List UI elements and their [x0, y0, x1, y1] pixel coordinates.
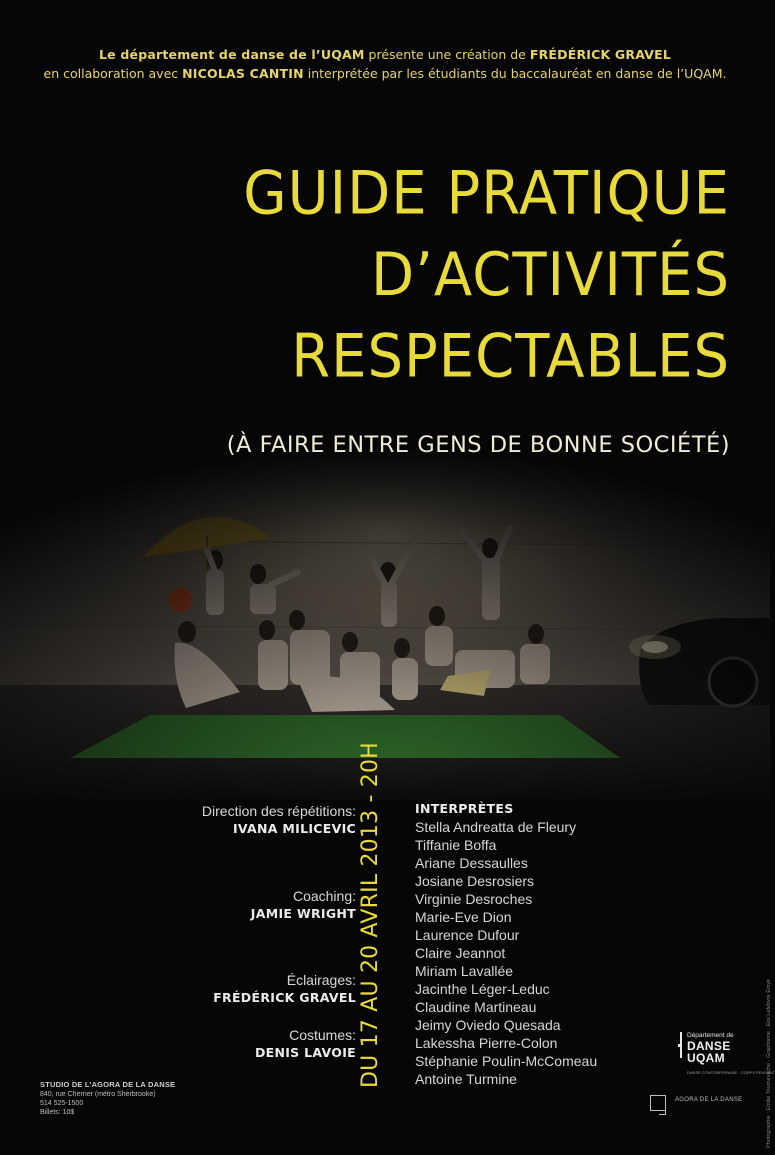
venue-address: 840, rue Cherrier (métro Sherbrooke) — [40, 1091, 156, 1098]
credit-role: Costumes: — [289, 1027, 356, 1043]
credit-name: DENIS LAVOIE — [254, 1045, 356, 1060]
presenter-choreographer: FRÉDÉRICK GRAVEL — [529, 47, 672, 62]
collaborator-name: NICOLAS CANTIN — [182, 66, 304, 81]
logo-uqam: UQAM — [687, 1051, 725, 1065]
credit-name: IVANA MILICEVIC — [232, 821, 356, 836]
cast-member: Tiffanie Boffa — [415, 837, 497, 853]
cast-member: Miriam Lavallée — [415, 963, 514, 979]
credit-lighting — [213, 971, 356, 1007]
presenter-line-1 — [0, 45, 770, 64]
credit-name: JAMIE WRIGHT — [250, 906, 356, 921]
cast-member: Claudine Martineau — [415, 999, 537, 1015]
cast-member: Jeimy Oviedo Quesada — [415, 1017, 561, 1033]
presenter-line-2 — [0, 64, 770, 83]
show-subtitle: (À FAIRE ENTRE GENS DE BONNE SOCIÉTÉ) — [226, 432, 730, 458]
cast-names — [415, 818, 597, 1088]
credit-costumes — [255, 1026, 356, 1062]
performance-dates: DU 17 AU 20 AVRIL 2013 - 20H — [358, 742, 383, 1088]
venue-info — [40, 1080, 175, 1117]
credit-role: Direction des répétitions: — [201, 803, 356, 819]
performance-photo — [0, 360, 770, 800]
logo-department: Département de — [687, 1032, 734, 1039]
credit-rehearsal-direction — [202, 802, 356, 838]
cast-member: Claire Jeannot — [415, 945, 506, 961]
cast-member: Antoine Turmine — [415, 1071, 517, 1087]
presenter-connector: présente une création de — [364, 47, 530, 62]
designer-credit: Photographie : Emilie Tournevache · Graphisme : Eloi Lefebvre Émyk — [766, 979, 772, 1148]
venue-tickets: Billets: 10$ — [40, 1109, 75, 1116]
venue-name: STUDIO DE L’AGORA DE LA DANSE — [40, 1080, 176, 1089]
title-line-2: D’ACTIVITÉS — [370, 241, 730, 310]
cast-member: Laurence Dufour — [415, 927, 520, 943]
cast-list — [415, 799, 597, 1088]
credit-name: FRÉDÉRICK GRAVEL — [213, 990, 356, 1005]
title-line-3: RESPECTABLES — [291, 322, 730, 392]
presenter-department: Le département de danse de l’UQAM — [98, 47, 365, 62]
cast-member: Stella Andreatta de Fleury — [415, 819, 577, 835]
agora-name: AGORA DE LA DANSE — [675, 1097, 743, 1103]
performers-text: interprétée par les étudiants du baccalauréat en danse de l’UQAM. — [303, 66, 727, 81]
presenter-header — [0, 45, 770, 83]
cast-member: Lakessha Pierre-Colon — [415, 1035, 558, 1051]
cast-member: Marie-Eve Dion — [415, 909, 512, 925]
cast-member: Jacinthe Léger-Leduc — [415, 981, 550, 997]
logo-tagline: DANSE CONTEMPORAINE · CORPS PENSANT — [687, 1070, 775, 1075]
credit-coaching — [251, 887, 356, 923]
cast-heading: INTERPRÈTES — [415, 801, 514, 816]
logo-dot — [678, 1044, 681, 1047]
venue-phone: 514 525-1500 — [40, 1100, 84, 1107]
collaboration-text: en collaboration avec — [43, 66, 183, 81]
credit-role: Éclairages: — [286, 972, 356, 988]
agora-tick-icon — [659, 1108, 666, 1115]
cast-member: Virginie Desroches — [415, 891, 533, 907]
show-title — [170, 153, 730, 398]
cast-member: Stéphanie Poulin-McComeau — [415, 1053, 598, 1069]
cast-member: Josiane Desrosiers — [415, 873, 535, 889]
title-line-1: GUIDE PRATIQUE — [243, 159, 730, 229]
uqam-dance-logo — [680, 1032, 775, 1075]
cast-member: Ariane Dessaulles — [415, 855, 528, 871]
logo-danse: DANSE — [687, 1039, 731, 1053]
credit-role: Coaching: — [292, 888, 356, 904]
